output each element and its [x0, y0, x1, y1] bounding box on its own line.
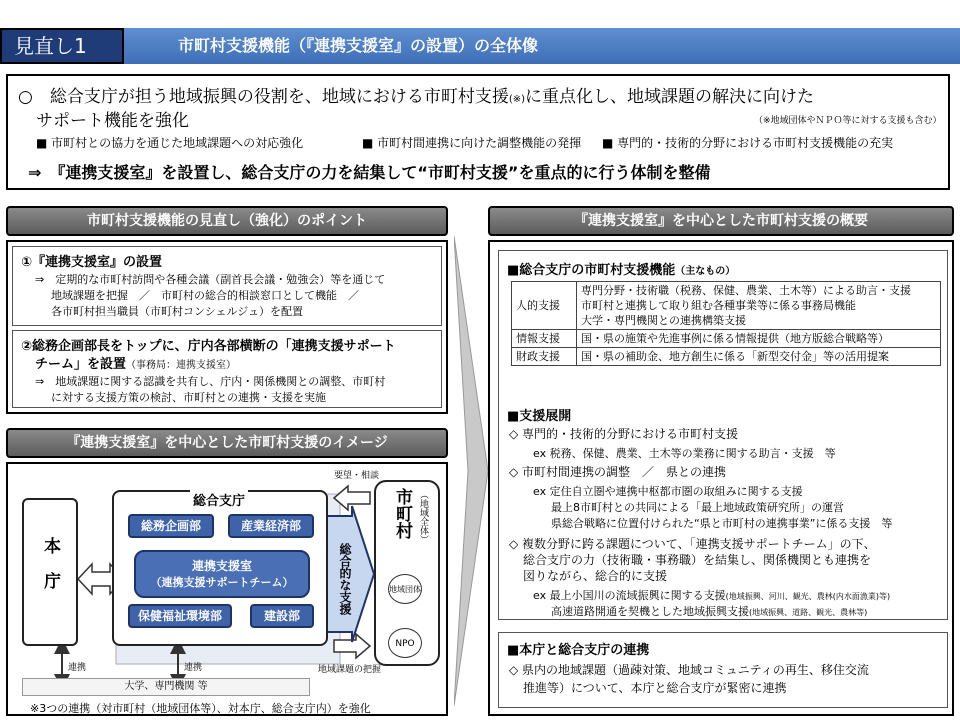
renkei-shien-shitsu: 連携支援室 （連携支援サポートチーム）: [134, 550, 310, 598]
summary-bullet: ■ 専門的・技術的分野における市町村支援機能の充実: [602, 136, 894, 150]
point-1-line: 地域課題を把握 ／ 市町村の総合的相談窓口として機能 ／: [51, 289, 359, 302]
honcho-box: 本庁: [22, 498, 78, 646]
dept-kensetsu: 建設部: [250, 604, 314, 628]
deploy-line: ◇ 専門的・技術的分野における市町村支援: [509, 427, 739, 441]
org-npo: NPO: [388, 628, 422, 658]
summary-bullet: ■ 市町村間連携に向けた調整機能の発揮: [362, 136, 582, 150]
overview-lower: [498, 632, 948, 708]
table-row: [512, 348, 941, 366]
points-panel: [6, 240, 448, 414]
point-1-title: ①『連携支援室』の設置: [21, 255, 163, 270]
table-row: [512, 282, 941, 330]
deploy-line: 県総合戦略に位置付けられた“県と市町村の連携事業”に係る支援 等: [551, 517, 893, 530]
coordination-title: ■本庁と総合支庁の連携: [507, 643, 650, 658]
summary-note: （※地域団体やＮＰＯ等に対する支援も含む）: [754, 116, 942, 126]
coordination-line: ◇ 県内の地域課題（過疎対策、地域コミュニティの再生、移住交流: [509, 663, 869, 677]
deploy-line: 最上8市町村との共同による「最上地域政策研究所」の運営: [551, 501, 844, 514]
deploy-line: ◇ 複数分野に跨る課題について、「連携支援サポートチーム」の下、: [509, 537, 876, 551]
support-table: [511, 281, 941, 366]
sogo-label: 総合支庁: [190, 490, 248, 509]
sogo-box: [112, 490, 328, 646]
summary-box: [6, 74, 950, 190]
summary-conclusion: ⇒ 『連携支援室』を設置し、総合支庁の力を結集して“市町村支援”を重点的に行う体制を整備: [28, 163, 711, 182]
points-header: 市町村支援機能の見直し（強化）のポイント: [6, 206, 448, 236]
municipality-note: （地域全体）: [418, 490, 428, 544]
deploy-line: ◇ 市町村間連携の調整 ／ 県との連携: [509, 465, 727, 479]
deploy-line: ex 最上小国川の流域振興に関する支援(地域振興、河川、観光、農林(内水面漁業)等): [533, 589, 891, 602]
overview-panel: [488, 240, 954, 716]
summary-line2: サポート機能を強化: [36, 111, 189, 131]
point-2-line: に対する支援方策の検討、市町村との連携・支援を実施: [51, 391, 326, 404]
section-tag: 見直し1: [0, 28, 124, 64]
point-1-line: ⇒ 定期的な市町村訪問や各種会議（副首長会議・勉強会）等を通じて: [35, 273, 386, 286]
point-2-title-cont: チーム」を設置（事務局：連携支援室）: [35, 357, 237, 372]
dept-sangyo: 産業経済部: [228, 514, 314, 538]
center-divider-arrow: [454, 236, 488, 706]
univ-box: 大学、専門機関 等: [22, 678, 310, 696]
municipality-label: 市町村: [392, 488, 412, 539]
table-key: 情報支援: [512, 330, 577, 348]
summary-line1: ○ 総合支庁が担う地域振興の役割を、地域における市町村支援(※)に重点化し、地域課題の解決に向けた: [18, 87, 815, 107]
request-label: 要望・相談: [334, 471, 380, 481]
dept-somu: 総務企画部: [128, 514, 214, 538]
table-row: [512, 330, 941, 348]
municipality-box: [374, 480, 440, 666]
overview-upper: [498, 250, 948, 620]
link-label-left: 連携: [68, 663, 87, 673]
point-2-title: ②総務企画部長をトップに、庁内各部横断の「連携支援サポート: [21, 339, 396, 354]
point-2-line: ⇒ 地域課題に関する認識を共有し、庁内・関係機関との調整、市町村: [35, 375, 386, 388]
deploy-line: 総合支庁の力（技術職・事務職）を結集し、関係機関とも連携を: [523, 553, 872, 567]
summary-bullet: ■ 市町村との協力を通じた地域課題への対応強化: [36, 136, 304, 150]
point-item-2: [12, 330, 442, 408]
point-1-line: 各市町村担当職員（市町村コンシェルジュ）を配置: [51, 305, 304, 318]
link-label-right: 連携: [184, 663, 203, 673]
grasp-label: 地域課題の把握: [318, 665, 382, 675]
page-title: 市町村支援機能（『連携支援室』の設置）の全体像: [124, 28, 960, 64]
coordination-line: 推進等）について、本庁と総合支庁が緊密に連携: [523, 681, 787, 695]
overview-header: 『連携支援室』を中心とした市町村支援の概要: [488, 206, 954, 236]
deploy-line: 高速道路開通を契機とした地域振興支援(地域振興、道路、観光、農林等): [551, 605, 868, 618]
dept-hoken: 保健福祉環境部: [128, 604, 232, 628]
deploy-line: ex 税務、保健、農業、土木等の業務に関する助言・支援 等: [533, 447, 836, 460]
deploy-line: 図りながら、総合的に支援: [523, 569, 668, 583]
image-header: 『連携支援室』を中心とした市町村支援のイメージ: [6, 428, 448, 458]
table-value: 専門分野・技術職（税務、保健、農業、土木等）による助言・支援 市町村と連携して取り組む各種事業等に係る事務局機能 大学・専門機関との連携構築支援: [577, 282, 941, 330]
image-panel: [6, 462, 448, 716]
deploy-title: ■支援展開: [507, 409, 572, 424]
table-key: 人的支援: [512, 282, 577, 330]
image-footnote: ※3つの連携（対市町村（地域団体等）、対本庁、総合支庁内）を強化: [30, 702, 371, 715]
support-arrow-label: 総合的な支援: [338, 543, 352, 615]
table-key: 財政支援: [512, 348, 577, 366]
point-item-1: [12, 246, 442, 326]
table-value: 国・県の補助金、地方創生に係る「新型交付金」等の活用提案: [577, 348, 941, 366]
deploy-line: ex 定住自立圏や連携中枢都市圏の取組みに関する支援: [533, 485, 803, 498]
org-chiiki: 地域団体: [388, 574, 422, 604]
table-value: 国・県の施策や先進事例に係る情報提供（地方版総合戦略等）: [577, 330, 941, 348]
functions-title: ■総合支庁の市町村支援機能（主なもの）: [507, 263, 736, 278]
